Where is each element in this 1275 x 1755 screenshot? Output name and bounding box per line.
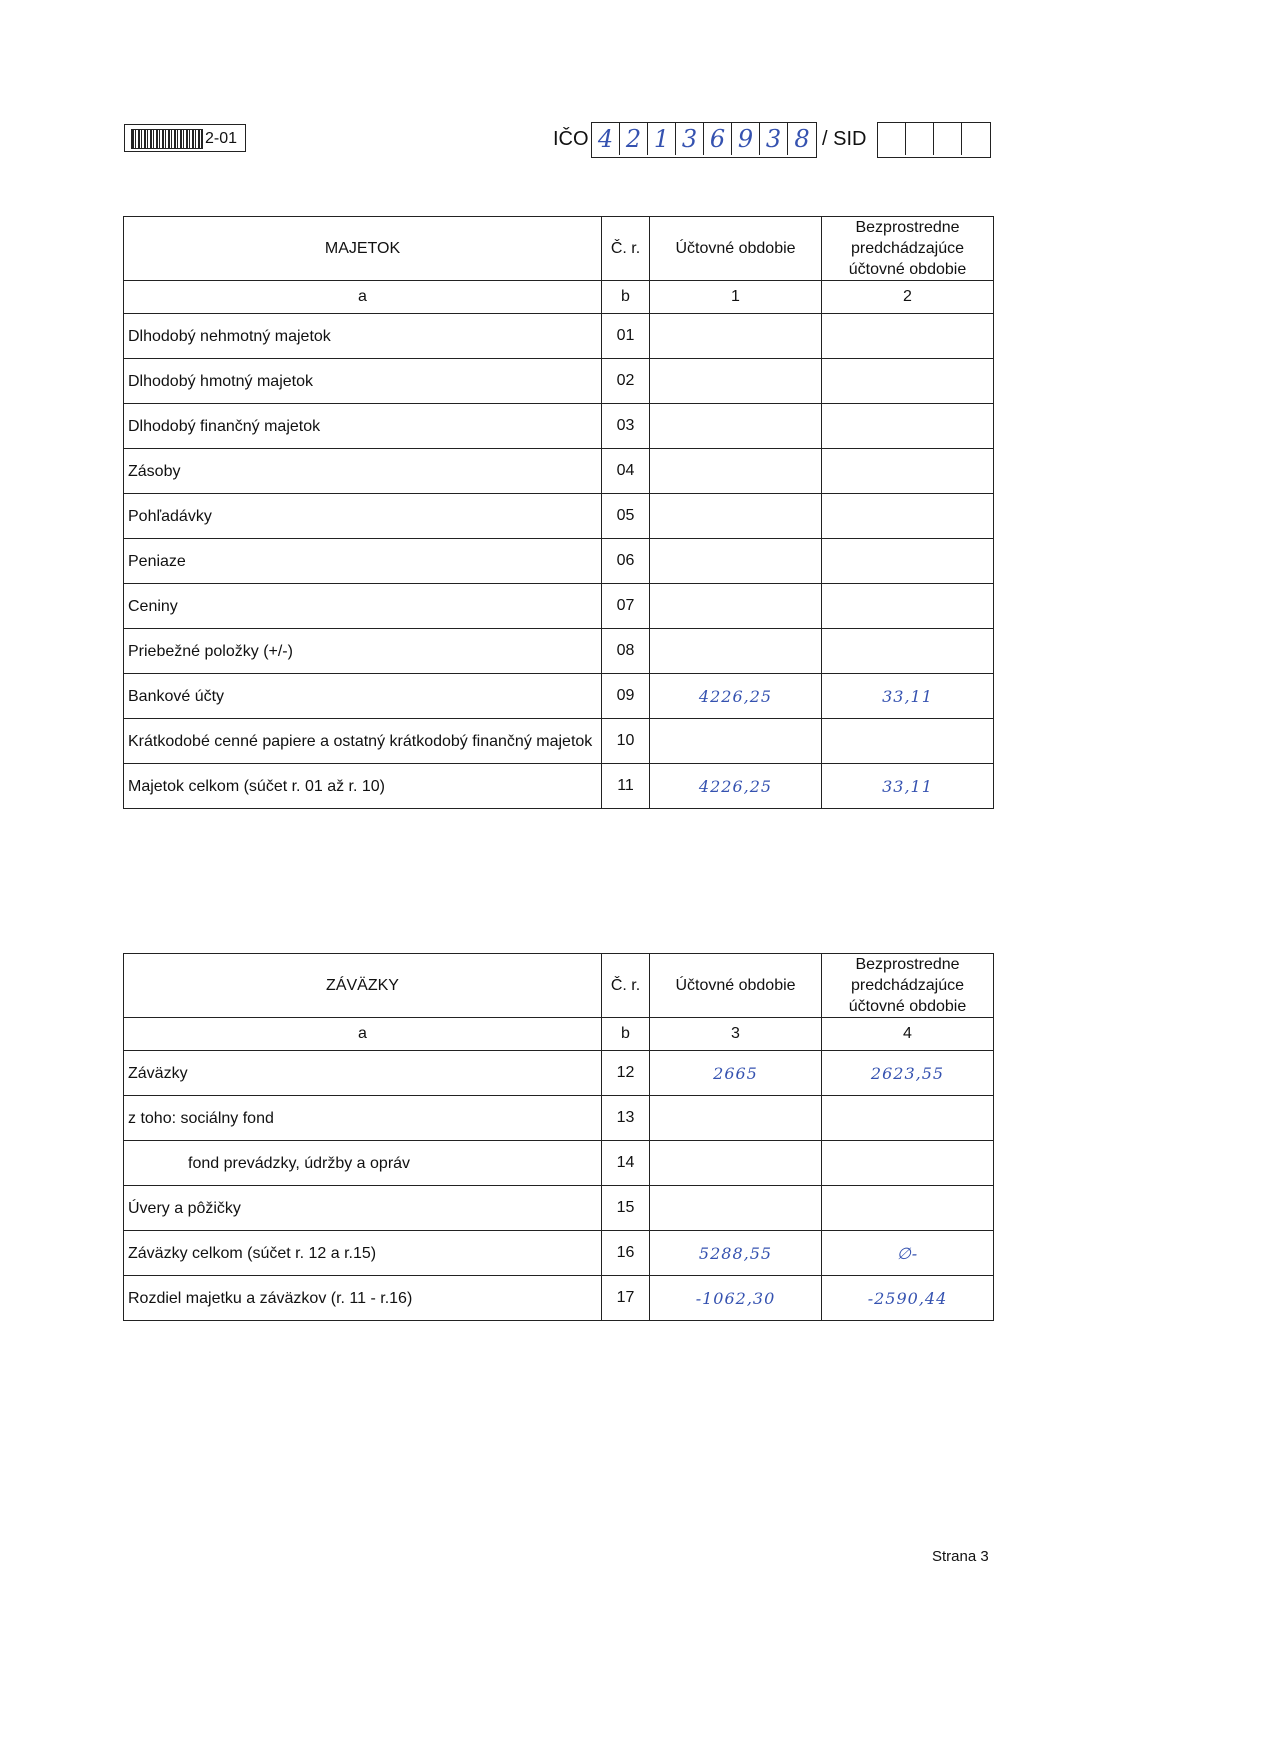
current-period-value[interactable] xyxy=(650,449,822,494)
form-code-text: 2-01 xyxy=(205,130,238,147)
row-number: 10 xyxy=(602,719,650,764)
row-label: Dlhodobý nehmotný majetok xyxy=(124,314,602,359)
current-period-value[interactable]: 4226,25 xyxy=(650,674,822,719)
row-label: Pohľadávky xyxy=(124,494,602,539)
previous-period-value[interactable] xyxy=(822,1186,994,1231)
row-number: 09 xyxy=(602,674,650,719)
liabilities-table xyxy=(123,953,994,1321)
row-label: fond prevádzky, údržby a opráv xyxy=(124,1141,602,1186)
table-row xyxy=(124,314,994,359)
row-label: Rozdiel majetku a záväzkov (r. 11 - r.16) xyxy=(124,1276,602,1321)
row-number: 13 xyxy=(602,1096,650,1141)
ico-field[interactable] xyxy=(591,122,817,158)
sid-digit[interactable] xyxy=(906,123,934,155)
row-number: 02 xyxy=(602,359,650,404)
row-label: Dlhodobý finančný majetok xyxy=(124,404,602,449)
row-number: 12 xyxy=(602,1051,650,1096)
table-row xyxy=(124,1141,994,1186)
previous-period-value[interactable]: 33,11 xyxy=(822,674,994,719)
row-number: 06 xyxy=(602,539,650,584)
current-period-value[interactable] xyxy=(650,1141,822,1186)
row-label: z toho: sociálny fond xyxy=(124,1096,602,1141)
table-row xyxy=(124,404,994,449)
row-number: 04 xyxy=(602,449,650,494)
row-number: 03 xyxy=(602,404,650,449)
row-label: Majetok celkom (súčet r. 01 až r. 10) xyxy=(124,764,602,809)
previous-period-value[interactable]: 33,11 xyxy=(822,764,994,809)
current-period-value[interactable]: 2665 xyxy=(650,1051,822,1096)
current-period-value[interactable] xyxy=(650,494,822,539)
ico-digit[interactable]: 2 xyxy=(620,123,648,155)
current-period-value[interactable]: -1062,30 xyxy=(650,1276,822,1321)
assets-col-row-no: Č. r. xyxy=(602,217,650,281)
row-label: Ceniny xyxy=(124,584,602,629)
row-label: Krátkodobé cenné papiere a ostatný krátkodobý finančný majetok xyxy=(124,719,602,764)
current-period-value[interactable] xyxy=(650,719,822,764)
page-number: Strana 3 xyxy=(932,1548,989,1565)
current-period-value[interactable] xyxy=(650,1096,822,1141)
sid-digit[interactable] xyxy=(934,123,962,155)
sid-digit[interactable] xyxy=(878,123,906,155)
current-period-value[interactable] xyxy=(650,404,822,449)
assets-letter-b: b xyxy=(602,281,650,314)
row-number: 05 xyxy=(602,494,650,539)
liabilities-letter-a: a xyxy=(124,1018,602,1051)
liabilities-letter-3: 3 xyxy=(650,1018,822,1051)
previous-period-value[interactable] xyxy=(822,359,994,404)
row-number: 11 xyxy=(602,764,650,809)
previous-period-value[interactable] xyxy=(822,1141,994,1186)
row-label: Úvery a pôžičky xyxy=(124,1186,602,1231)
assets-rows xyxy=(124,314,994,809)
table-row xyxy=(124,1051,994,1096)
previous-period-value[interactable] xyxy=(822,314,994,359)
liabilities-letter-row xyxy=(124,1018,994,1051)
previous-period-value[interactable]: 2623,55 xyxy=(822,1051,994,1096)
assets-letter-a: a xyxy=(124,281,602,314)
assets-col-current: Účtovné obdobie xyxy=(650,217,822,281)
ico-digit[interactable]: 3 xyxy=(676,123,704,155)
table-row xyxy=(124,764,994,809)
previous-period-value[interactable]: ∅- xyxy=(822,1231,994,1276)
liabilities-header-row xyxy=(124,954,994,1018)
previous-period-value[interactable] xyxy=(822,629,994,674)
previous-period-value[interactable] xyxy=(822,584,994,629)
previous-period-value[interactable] xyxy=(822,449,994,494)
table-row xyxy=(124,629,994,674)
row-number: 17 xyxy=(602,1276,650,1321)
row-label: Dlhodobý hmotný majetok xyxy=(124,359,602,404)
table-row xyxy=(124,674,994,719)
liabilities-col-row-no: Č. r. xyxy=(602,954,650,1018)
table-row xyxy=(124,449,994,494)
row-label: Zásoby xyxy=(124,449,602,494)
current-period-value[interactable] xyxy=(650,359,822,404)
ico-digit[interactable]: 6 xyxy=(704,123,732,155)
previous-period-value[interactable] xyxy=(822,539,994,584)
ico-digit[interactable]: 9 xyxy=(732,123,760,155)
ico-digit[interactable]: 8 xyxy=(794,125,810,153)
current-period-value[interactable] xyxy=(650,314,822,359)
table-row xyxy=(124,1231,994,1276)
table-row xyxy=(124,719,994,764)
table-row xyxy=(124,584,994,629)
current-period-value[interactable]: 5288,55 xyxy=(650,1231,822,1276)
liabilities-title: ZÁVÄZKY xyxy=(124,954,602,1018)
row-label: Záväzky celkom (súčet r. 12 a r.15) xyxy=(124,1231,602,1276)
current-period-value[interactable] xyxy=(650,1186,822,1231)
row-label: Záväzky xyxy=(124,1051,602,1096)
current-period-value[interactable] xyxy=(650,629,822,674)
row-label: Bankové účty xyxy=(124,674,602,719)
previous-period-value[interactable]: -2590,44 xyxy=(822,1276,994,1321)
row-number: 07 xyxy=(602,584,650,629)
row-number: 08 xyxy=(602,629,650,674)
table-row xyxy=(124,1096,994,1141)
row-number: 15 xyxy=(602,1186,650,1231)
current-period-value[interactable]: 4226,25 xyxy=(650,764,822,809)
ico-label: IČO xyxy=(553,128,589,150)
liabilities-col-current: Účtovné obdobie xyxy=(650,954,822,1018)
row-number: 16 xyxy=(602,1231,650,1276)
assets-letter-1: 1 xyxy=(650,281,822,314)
sid-field[interactable] xyxy=(877,122,991,158)
row-label: Priebežné položky (+/-) xyxy=(124,629,602,674)
assets-title: MAJETOK xyxy=(124,217,602,281)
table-row xyxy=(124,494,994,539)
current-period-value[interactable] xyxy=(650,539,822,584)
assets-table xyxy=(123,216,994,809)
ico-digit[interactable]: 3 xyxy=(760,123,788,155)
ico-digit[interactable]: 4 xyxy=(592,123,620,155)
assets-letter-row xyxy=(124,281,994,314)
liabilities-col-previous: Bezprostredne predchádzajúce účtovné obdobie xyxy=(822,954,994,1018)
table-row xyxy=(124,539,994,584)
form-code xyxy=(124,124,246,152)
liabilities-letter-b: b xyxy=(602,1018,650,1051)
barcode-icon xyxy=(131,129,203,149)
sid-label: / SID xyxy=(822,128,867,150)
table-row xyxy=(124,1186,994,1231)
assets-letter-2: 2 xyxy=(822,281,994,314)
ico-digit[interactable]: 1 xyxy=(648,123,676,155)
row-number: 01 xyxy=(602,314,650,359)
assets-header-row xyxy=(124,217,994,281)
sid-digit[interactable] xyxy=(962,123,990,155)
row-number: 14 xyxy=(602,1141,650,1186)
current-period-value[interactable] xyxy=(650,584,822,629)
table-row xyxy=(124,359,994,404)
previous-period-value[interactable] xyxy=(822,1096,994,1141)
row-label: Peniaze xyxy=(124,539,602,584)
liabilities-rows xyxy=(124,1051,994,1321)
table-row xyxy=(124,1276,994,1321)
assets-col-previous: Bezprostredne predchádzajúce účtovné obdobie xyxy=(822,217,994,281)
previous-period-value[interactable] xyxy=(822,404,994,449)
liabilities-letter-4: 4 xyxy=(822,1018,994,1051)
previous-period-value[interactable] xyxy=(822,494,994,539)
previous-period-value[interactable] xyxy=(822,719,994,764)
